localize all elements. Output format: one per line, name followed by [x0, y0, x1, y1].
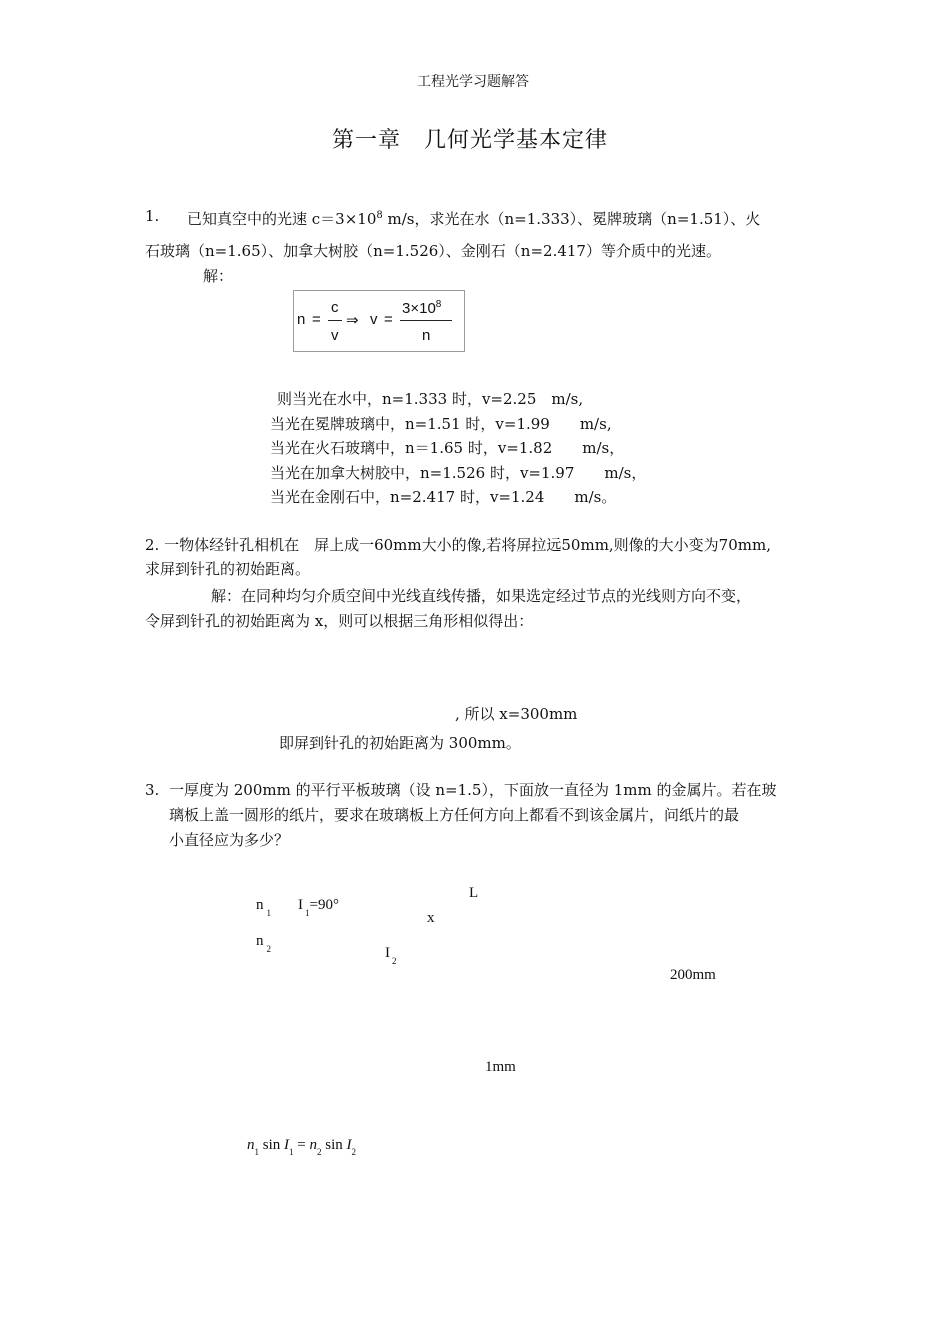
snell-sin2: sin — [321, 1137, 347, 1153]
I1-letter: I — [298, 897, 303, 913]
formula-num-exp: 8 — [435, 299, 442, 310]
n2-letter: n — [256, 933, 264, 949]
I2-subscript: 2 — [392, 956, 397, 966]
snell-n1: n — [247, 1137, 255, 1153]
formula-denominator: n — [422, 327, 431, 344]
problem-2-conclusion: 即屏到针孔的初始距离为 300mm。 — [279, 734, 521, 752]
n1-letter: n — [256, 897, 264, 913]
figure-label-I2 — [385, 945, 397, 966]
formula-image — [293, 290, 465, 352]
result-canada-balsam: 当光在加拿大树胶中，n=1.526 时，v=1.97 m/s， — [270, 464, 647, 482]
formula-eq2: = — [384, 311, 393, 328]
snell-I1: I — [284, 1137, 290, 1153]
figure-label-n1 — [256, 897, 271, 918]
problem-3-number: 3. — [145, 781, 160, 799]
I1-value: =90° — [309, 897, 339, 913]
result-water: 则当光在水中，n=1.333 时，v=2.25 m/s, — [277, 390, 584, 408]
problem-3-line-1: 一厚度为 200mm 的平行平板玻璃（设 n=1.5），下面放一直径为 1mm 的金属片。若在玻 — [169, 781, 777, 799]
snell-law-formula — [247, 1137, 356, 1157]
snell-I2-sub: 2 — [351, 1147, 356, 1157]
I1-subscript: 1 — [305, 908, 310, 918]
figure-label-L: L — [469, 885, 479, 901]
figure-label-thickness: 200mm — [670, 967, 716, 983]
problem-1-text-b: m/s，求光在水（n=1.333）、冕牌玻璃（n=1.51）、火 — [382, 210, 761, 228]
result-diamond: 当光在金刚石中，n=2.417 时，v=1.24 m/s。 — [270, 488, 617, 506]
problem-1-exponent: 8 — [376, 210, 383, 221]
figure-label-x: x — [427, 910, 435, 926]
snell-I2: I — [346, 1137, 352, 1153]
figure-label-diameter: 1mm — [485, 1059, 516, 1075]
problem-3-line-3: 小直径应为多少？ — [169, 831, 290, 849]
formula-implies: ⇒ — [346, 312, 359, 329]
problem-1-line-2: 石玻璃（n=1.65）、加拿大树胶（n=1.526）、金刚石（n=2.417）等介质中的光速。 — [145, 242, 721, 260]
snell-n1-sub: 1 — [254, 1147, 259, 1157]
figure-label-n2 — [256, 933, 271, 954]
snell-n2-sub: 2 — [316, 1147, 322, 1157]
snell-I1-sub: 1 — [289, 1147, 294, 1157]
n1-subscript: 1 — [266, 908, 271, 918]
problem-2-result: , 所以 x=300mm — [455, 705, 578, 723]
figure-label-I1 — [298, 897, 339, 918]
snell-sin1: sin — [259, 1137, 285, 1153]
snell-n2: n — [309, 1137, 317, 1153]
problem-2-line-1: 2. 一物体经针孔相机在 屏上成一60mm大小的像,若将屏拉远50mm,则像的大小变为70mm, — [145, 536, 771, 554]
formula-v: v — [331, 327, 339, 344]
result-crown-glass: 当光在冕牌玻璃中，n=1.51 时，v=1.99 m/s, — [270, 415, 612, 433]
problem-1-number: 1. — [145, 207, 160, 225]
problem-2-line-2: 求屏到针孔的初始距离。 — [145, 560, 311, 578]
problem-1-line-1 — [187, 204, 760, 231]
snell-equals: = — [293, 1137, 310, 1153]
n2-subscript: 2 — [266, 944, 271, 954]
problem-1-text-a: 已知真空中的光速 c＝3×10 — [187, 210, 377, 228]
formula-num-text: 3×10 — [402, 300, 436, 317]
problem-2-solution-line-2: 令屏到针孔的初始距离为 x，则可以根据三角形相似得出： — [145, 612, 534, 630]
formula-eq: = — [312, 311, 321, 328]
formula-fraction-line-1 — [328, 320, 342, 321]
formula-c: c — [331, 299, 339, 316]
formula-fraction-line-2 — [400, 320, 452, 321]
formula-v2: v — [370, 311, 378, 328]
formula-numerator — [402, 299, 441, 317]
problem-3-line-2: 璃板上盖一圆形的纸片，要求在玻璃板上方任何方向上都看不到该金属片，问纸片的最 — [169, 806, 740, 824]
problem-2-solution-line-1: 解：在同种均匀介质空间中光线直线传播，如果选定经过节点的光线则方向不变， — [211, 587, 752, 605]
formula-n: n — [297, 311, 306, 328]
chapter-title: 第一章 几何光学基本定律 — [332, 128, 609, 153]
problem-1-solution-label: 解： — [203, 267, 234, 285]
I2-letter: I — [385, 945, 390, 961]
result-flint-glass: 当光在火石玻璃中，n＝1.65 时，v=1.82 m/s， — [270, 439, 625, 457]
running-header: 工程光学习题解答 — [417, 74, 529, 90]
